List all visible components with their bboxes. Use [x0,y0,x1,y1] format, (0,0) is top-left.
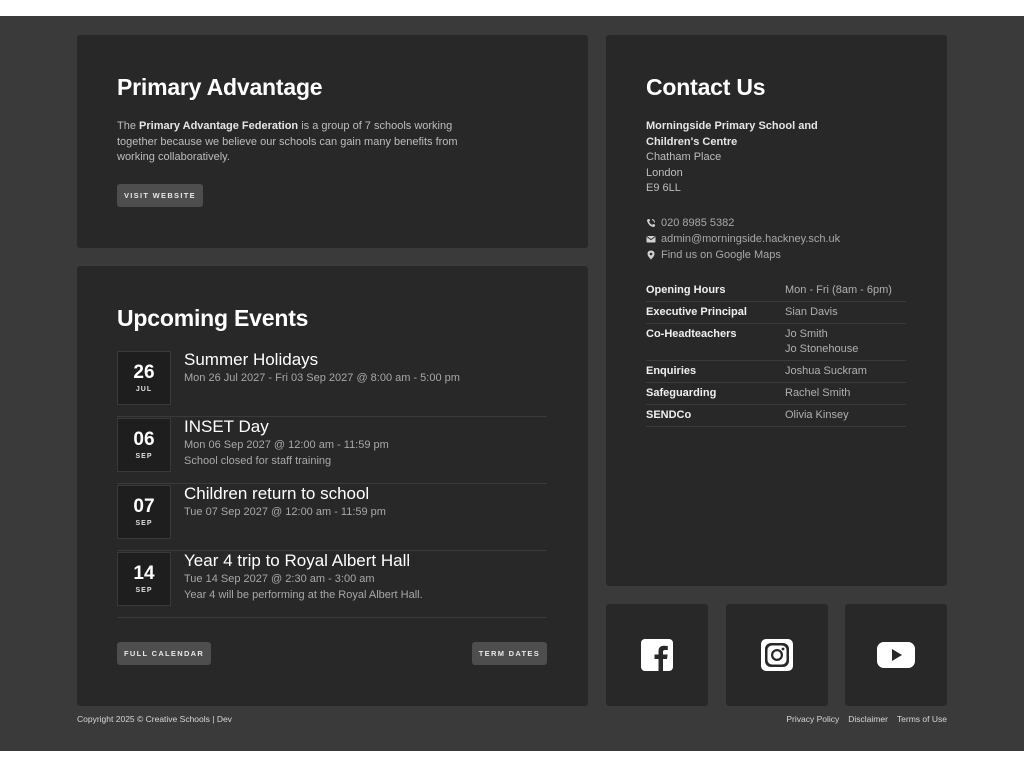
event-when: Tue 14 Sep 2027 @ 2:30 am - 3:00 am [184,573,375,585]
address-line1: Chatham Place [646,151,722,163]
full-calendar-button[interactable]: FULL CALENDAR [117,642,211,665]
instagram-link[interactable] [726,604,828,706]
event-when: Tue 07 Sep 2027 @ 12:00 am - 11:59 pm [184,506,386,518]
event-name[interactable]: Children return to school [184,484,370,503]
footer-links [786,714,947,724]
contact-row-label: Co-Headteachers [646,328,737,340]
contact-table [646,280,906,427]
event-name[interactable]: INSET Day [184,417,269,436]
event-date-badge [117,351,171,405]
contact-row-label: Opening Hours [646,284,726,296]
facebook-icon [640,638,674,672]
event-day: 06 [133,429,155,450]
youtube-link[interactable] [845,604,947,706]
contact-row-value: Jo Smith [785,328,828,340]
event-date-badge [117,418,171,472]
event-when: Mon 26 Jul 2027 - Fri 03 Sep 2027 @ 8:00 am - 5:00 pm [184,372,460,384]
contact-row [646,361,906,383]
terms-of-use-link[interactable]: Terms of Use [896,714,947,724]
maps-link[interactable] [646,247,840,263]
event-when: Mon 06 Sep 2027 @ 12:00 am - 11:59 pm [184,439,389,451]
copyright-text: Copyright 2025 © Creative Schools | Dev [77,714,232,724]
event-day: 26 [133,362,155,383]
event-item[interactable] [117,484,547,551]
federation-name: Primary Advantage Federation [139,120,299,132]
contact-row-value: Rachel Smith [785,387,851,399]
email-address: admin@morningside.hackney.sch.uk [661,233,841,245]
contact-row [646,324,906,361]
contact-card [606,35,947,586]
event-item[interactable] [117,350,547,417]
maps-text: Find us on Google Maps [661,249,781,261]
youtube-icon [876,640,916,670]
contact-row-value: Joshua Suckram [785,365,867,377]
privacy-policy-link[interactable]: Privacy Policy [786,714,840,724]
event-month: JUL [135,386,153,393]
phone-number: 020 8985 5382 [661,217,735,229]
facebook-link[interactable] [606,604,708,706]
contact-address [646,119,818,197]
event-month: SEP [135,587,153,594]
event-name[interactable]: Summer Holidays [184,350,319,369]
event-month: SEP [135,453,153,460]
address-line2: London [646,166,683,179]
event-month: SEP [135,520,153,527]
contact-row [646,383,906,405]
phone-link[interactable] [646,215,840,231]
event-day: 07 [133,496,155,517]
contact-row-label: Safeguarding [646,387,717,399]
primary-advantage-title: Primary Advantage [117,74,323,100]
event-note: School closed for staff training [184,455,332,467]
envelope-icon [646,234,656,244]
contact-row-label: Executive Principal [646,306,747,318]
events-list [117,350,547,618]
desc-post: is a group of 7 schools working together because we believe our schools can gain many benefits from working collaboratively. [117,120,458,163]
event-note: Year 4 will be performing at the Royal Albert Hall. [184,589,423,601]
contact-row-value: Sian Davis [785,306,838,318]
school-name-line2: Children's Centre [646,135,738,148]
instagram-icon [760,638,794,672]
contact-title: Contact Us [646,74,766,100]
contact-row-value: Olivia Kinsey [785,409,849,421]
term-dates-button[interactable]: TERM DATES [472,642,547,665]
upcoming-events-card [77,266,588,706]
map-pin-icon [646,250,656,260]
disclaimer-link[interactable]: Disclaimer [848,714,888,724]
event-item[interactable] [117,551,547,618]
contact-row-label: SENDCo [646,409,692,421]
primary-advantage-card [77,35,588,248]
upcoming-events-title: Upcoming Events [117,305,309,331]
contact-row-value: Mon - Fri (8am - 6pm) [785,284,892,296]
email-link[interactable] [646,231,840,247]
contact-row-value: Jo Stonehouse [785,343,859,355]
event-day: 14 [133,563,155,584]
visit-website-button[interactable]: VISIT WEBSITE [117,184,203,207]
phone-icon [646,218,656,228]
event-name[interactable]: Year 4 trip to Royal Albert Hall [184,551,411,570]
school-name-line1: Morningside Primary School and [646,120,818,132]
primary-advantage-description [117,119,487,166]
event-date-badge [117,485,171,539]
event-date-badge [117,552,171,606]
contact-row [646,405,906,427]
address-line3: E9 6LL [646,182,681,194]
event-item[interactable] [117,417,547,484]
contact-row [646,280,906,302]
contact-links [646,215,840,263]
contact-row [646,302,906,324]
desc-pre: The [117,120,140,132]
contact-row-label: Enquiries [646,365,697,377]
